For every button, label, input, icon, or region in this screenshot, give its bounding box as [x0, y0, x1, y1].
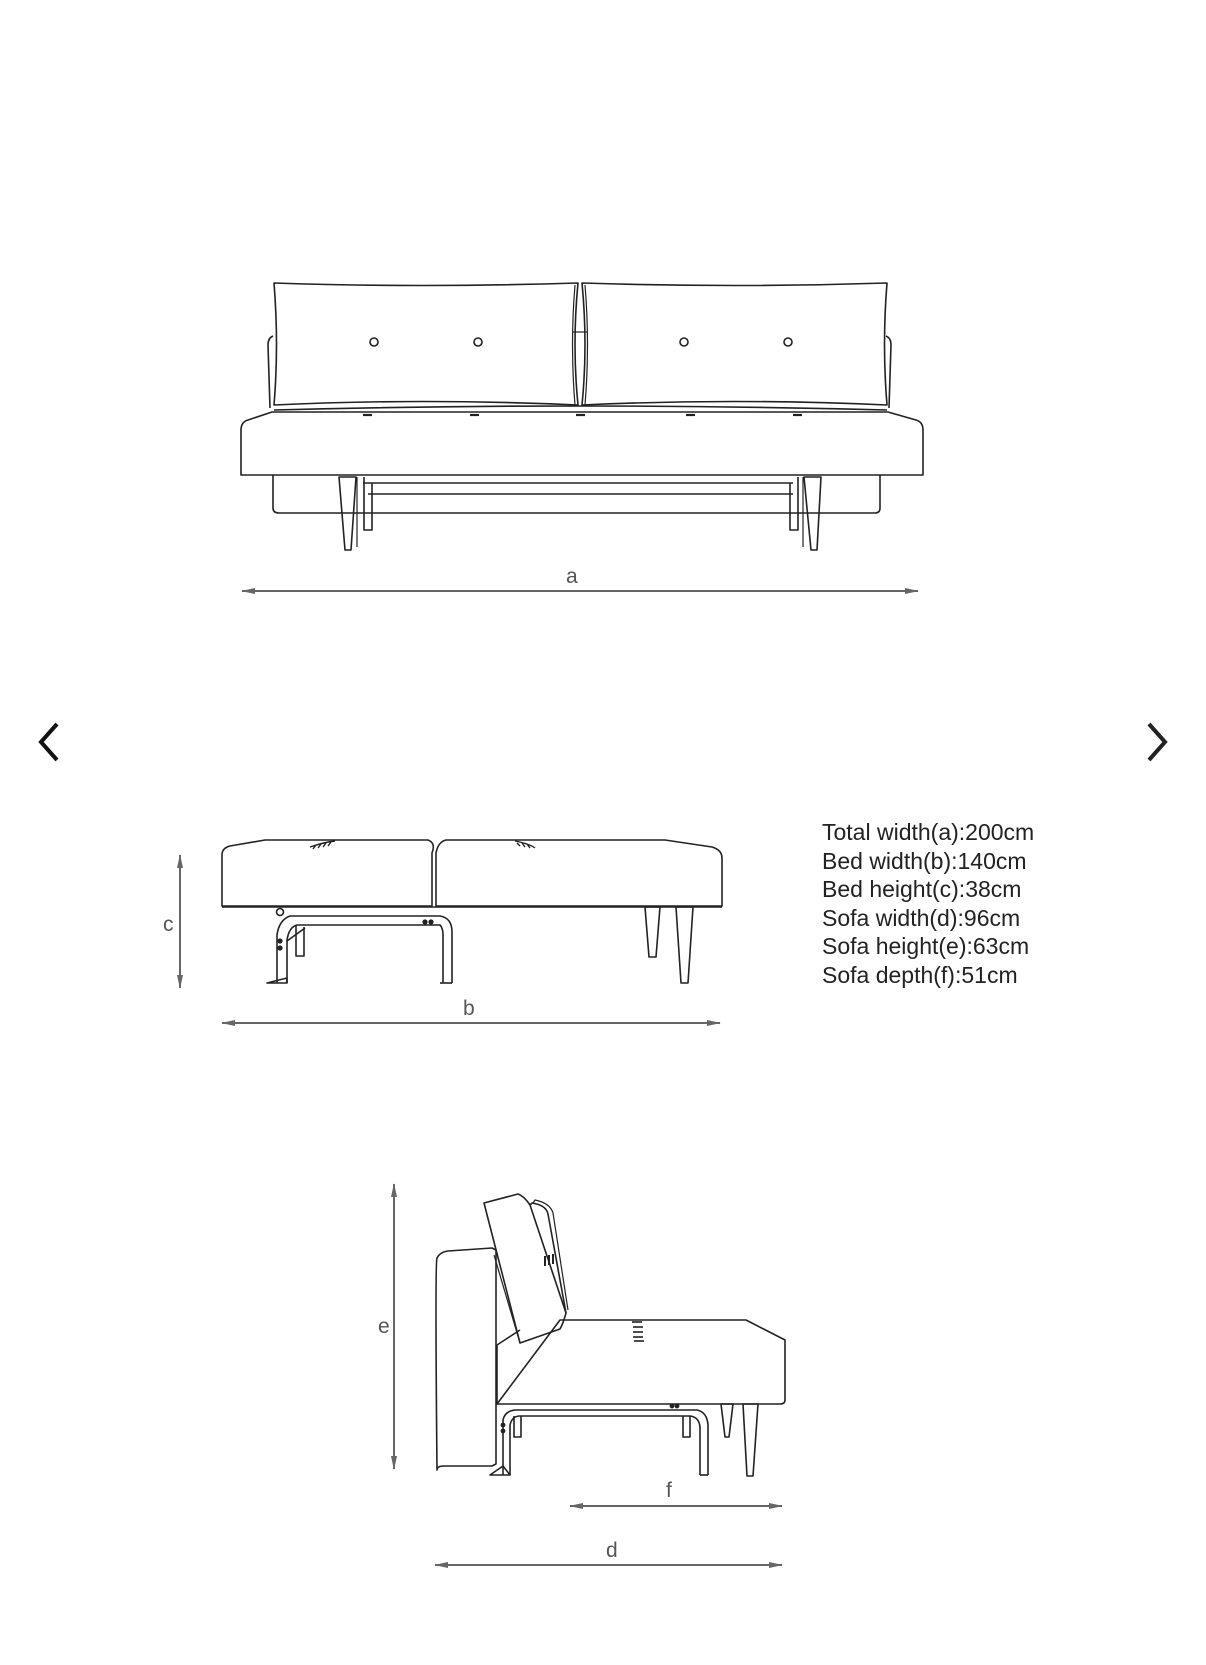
seat-cushion [241, 412, 923, 475]
front-view [241, 283, 923, 550]
side-view [436, 1194, 785, 1476]
spec-bed-height: Bed height(c):38cm [822, 876, 1022, 902]
tuft-button [370, 338, 378, 346]
chevron-left-icon [33, 720, 63, 764]
dimension-label-e: e [378, 1315, 390, 1338]
tuft-button [474, 338, 482, 346]
side-leg [743, 1404, 758, 1476]
dimension-label-a: a [566, 565, 578, 588]
side-leg [721, 1404, 733, 1437]
bed-leg [676, 907, 693, 983]
dimension-specs [822, 818, 1034, 989]
dimension-label-d: d [606, 1539, 618, 1562]
bed-view [222, 840, 722, 983]
bed-section-left [222, 840, 433, 906]
bed-section-right [436, 840, 722, 906]
right-back-cushion [582, 283, 887, 405]
bed-leg [645, 907, 660, 957]
previous-image-button[interactable] [24, 710, 72, 774]
spec-sofa-width: Sofa width(d):96cm [822, 904, 1021, 931]
spec-bed-width: Bed width(b):140cm [822, 847, 1027, 874]
chevron-right-icon [1143, 720, 1173, 764]
tuft-button [680, 338, 688, 346]
next-image-button[interactable] [1134, 710, 1182, 774]
dimension-label-c: c [163, 913, 174, 936]
dimension-label-f: f [666, 1479, 672, 1502]
tuft-button [784, 338, 792, 346]
rear-panel [436, 1248, 496, 1470]
spec-total-width: Total width(a):200cm [822, 819, 1035, 845]
spec-sofa-depth: Sofa depth(f):51cm [822, 961, 1018, 988]
left-back-cushion [274, 283, 578, 405]
spec-sofa-height: Sofa height(e):63cm [822, 933, 1030, 959]
dimension-label-b: b [463, 997, 475, 1020]
